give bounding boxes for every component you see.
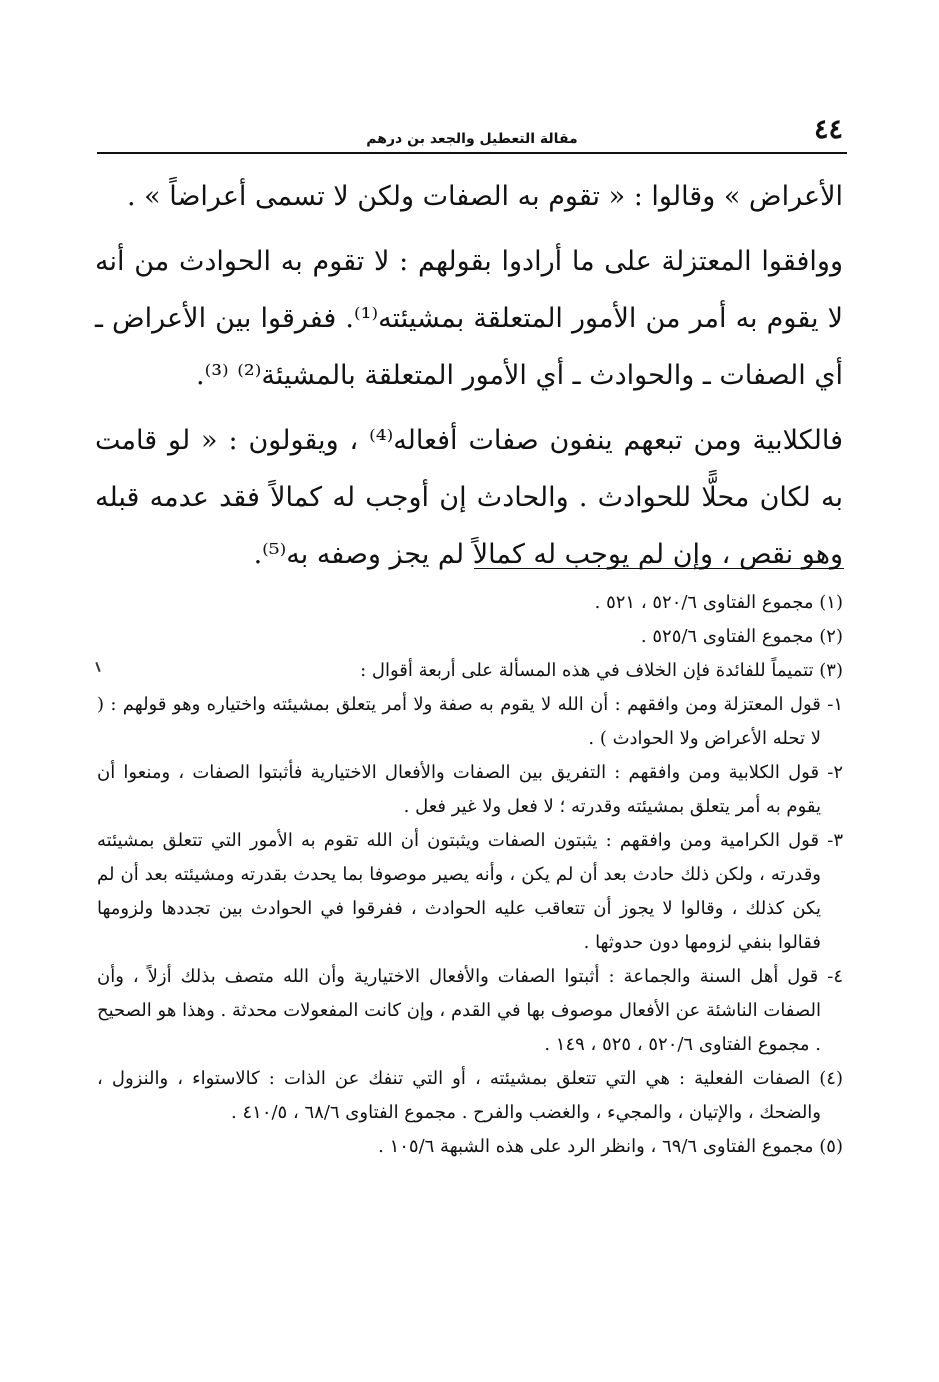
- footnote: (٢) مجموع الفتاوى ٥٢٥/٦ .: [640, 626, 843, 647]
- body-paragraph: الأعراض » وقالوا : « تقوم به الصفات ولكن لا تسمى أعراضاً » .: [127, 181, 843, 212]
- footnote-list-item: ٣- قول الكرامية ومن وافقهم : يثبتون الصفات ويثبتون أن الله تقوم به الأمور التي تتعلق بمشيئته وقدرته ، ولكن ذلك حادث بعد أن لم يكن ، وأنه يصير موصوفا بما يحدث بقدرته ومشيئته بعد أن لم يكن كذلك ، وقالوا لا يجوز أن تتعاقب عليه الحوادث ، ففرقوا في الحوادث بين تجددها ولزومها فقالوا بنفي لزومها دون حدوثها .: [97, 830, 843, 953]
- footnote-list-item: ٤- قول أهل السنة والجماعة : أثبتوا الصفات والأفعال الاختيارية وأن الله متصف بذلك أزلاً ، وأن الصفات الناشئة عن الأفعال موصوف بها في القدم ، وإن كانت المفعولات محدثة . وهذا هو الصحيح . مجموع الفتاوى ٥٢٠/٦ ، ٥٢٥ ، ١٤٩ .: [97, 966, 843, 1055]
- body-paragraph: فالكلابية ومن تبعهم ينفون صفات أفعاله⁽⁴⁾ ، ويقولون : « لو قامت به لكان محلًّا للحوادث . والحادث إن أوجب له كمالاً فقد عدمه قبله وهو نقص ، وإن لم يوجب له كمالاً لم يجز وصفه به⁽⁵⁾.: [95, 425, 843, 570]
- footnote: (٥) مجموع الفتاوى ٦٩/٦ ، وانظر الرد على هذه الشبهة ١٠٥/٦ .: [378, 1136, 843, 1157]
- footnote: (٣) تتميماً للفائدة فإن الخلاف في هذه المسألة على أربعة أقوال :: [360, 660, 843, 681]
- page-number: ٤٤: [813, 114, 843, 145]
- footnote-separator: [474, 568, 844, 569]
- header-rule: [97, 152, 847, 154]
- footnote: (١) مجموع الفتاوى ٥٢٠/٦ ، ٥٢١ .: [594, 592, 843, 613]
- page-header: [97, 112, 847, 152]
- footnote-list-item: ٢- قول الكلابية ومن وافقهم : التفريق بين الصفات والأفعال الاختيارية فأثبتوا الصفات ، ومنعوا أن يقوم به أمر يتعلق بمشيئته وقدرته ؛ لا فعل ولا غير فعل .: [97, 762, 843, 817]
- running-title: مقالة التعطيل والجعد بن درهم: [366, 131, 578, 147]
- footnote-list-item: ١- قول المعتزلة ومن وافقهم : أن الله لا يقوم به صفة ولا أمر يتعلق بمشيئته واختياره وهو قولهم : ( لا تحله الأعراض ولا الحوادث ) .: [97, 694, 843, 749]
- footnote: (٤) الصفات الفعلية : هي التي تتعلق بمشيئته ، أو التي تنفك عن الذات : كالاستواء ، والنزول ، والضحك ، والإتيان ، والمجيء ، والغضب والفرح . مجموع الفتاوى ٦٨/٦ ، ٤١٠/٥ .: [97, 1068, 843, 1123]
- body-paragraph: ووافقوا المعتزلة على ما أرادوا بقولهم : لا تقوم به الحوادث من أنه لا يقوم به أمر من الأمور المتعلقة بمشيئته⁽¹⁾. ففرقوا بين الأعراض ـ أي الصفات ـ والحوادث ـ أي الأمور المتعلقة بالمشيئة⁽²⁾ ⁽³⁾.: [95, 246, 844, 391]
- footnotes: [97, 586, 843, 1164]
- main-text: [95, 168, 843, 583]
